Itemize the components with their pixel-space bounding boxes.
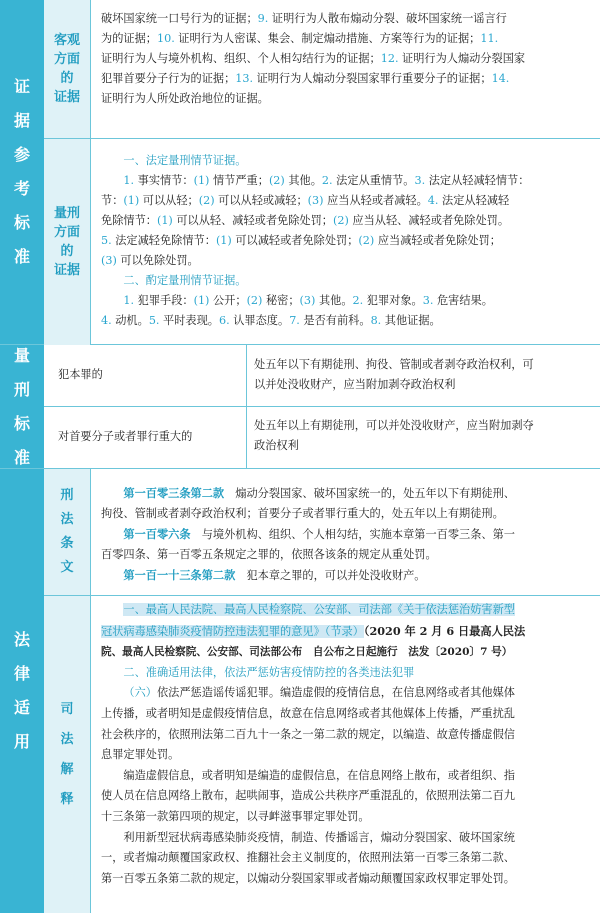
para-line: 第一百零五条第二款的规定，以煽动分裂国家罪或者煽动颠覆国家政权罪定罪处罚。 <box>101 871 515 885</box>
text-segment: 可以免除处罚。 <box>116 254 199 267</box>
paragraph <box>101 828 590 890</box>
label-line: 释 <box>60 791 74 807</box>
text-line <box>101 69 590 89</box>
item-number: (2) <box>333 214 349 227</box>
para-line: 十三条第一款第四项的规定，以寻衅滋事罪定罪处罚。 <box>101 809 370 823</box>
item-number: 4. <box>427 194 439 207</box>
text-segment: 破坏国家统一口号行为的证据； <box>101 12 258 25</box>
text-segment: 为的证据； <box>101 32 157 45</box>
article-106 <box>101 524 590 565</box>
text-line <box>101 9 590 29</box>
article-103-title: 第一百零三条第二款 <box>123 486 225 500</box>
item-number: 3. <box>414 174 426 187</box>
article-line: 煽动分裂国家、破坏国家统一的，处五年以下有期徒刑、 <box>235 487 515 500</box>
band-char: 刑 <box>13 379 30 399</box>
divider <box>44 406 600 407</box>
text-line <box>101 291 590 311</box>
text-segment: 情节严重； <box>209 174 269 187</box>
item-number: 5. <box>148 314 160 327</box>
text-line <box>101 171 590 191</box>
item-number: 7. <box>289 314 300 327</box>
label-line: 刑 <box>60 488 74 503</box>
penalty-line: 处五年以下有期徒刑、拘役、管制或者剥夺政治权利，可 <box>254 358 534 371</box>
item-number: 9. <box>257 12 269 25</box>
title-text: 冠状病毒感染肺炎疫情防控违法犯罪的意见》（节录） <box>101 624 364 638</box>
text-line <box>101 89 590 109</box>
criminal-law-label <box>44 469 90 595</box>
label-line: 客观 <box>53 33 80 48</box>
item-number: 6. <box>219 314 230 327</box>
band-char: 参 <box>13 145 30 164</box>
text-segment: 危害结果。 <box>433 294 493 307</box>
item-number: (3) <box>307 194 324 207</box>
item-number: 12. <box>380 52 399 65</box>
band-char: 律 <box>13 664 30 683</box>
para-line: 社会秩序的，依照刑法第二百九十一条之一第二款的规定，以编造、故意传播虚假信 <box>101 727 515 741</box>
label-line: 量刑 <box>53 206 80 221</box>
band-char: 据 <box>13 111 30 130</box>
text-segment: 证明行为人密谋、集会、制定煽动措施、方案等行为的证据； <box>174 32 481 45</box>
item-number: 8. <box>370 314 382 327</box>
label-line: 法 <box>60 512 74 527</box>
text-segment: 免除情节： <box>101 214 157 227</box>
article-113 <box>101 565 590 586</box>
penalty-cell <box>254 355 594 395</box>
text-segment: 犯罪首要分子行为的证据； <box>101 72 236 85</box>
text-segment: 应当从轻或者减轻。 <box>323 194 428 207</box>
item-number: (3) <box>101 254 117 267</box>
text-segment: 证明行为人与境外机构、组织、个人相勾结行为的证据； <box>101 52 381 65</box>
standard-section <box>0 345 600 469</box>
penalty-line: 处五年以上有期徒刑，可以并处没收财产，应当附加剥夺 <box>254 419 534 432</box>
evidence-band <box>0 0 44 344</box>
law-section <box>0 469 600 913</box>
article-113-title: 第一百一十三条第二款 <box>123 568 236 582</box>
text-segment: 法定从重情节。 <box>332 174 415 187</box>
objective-evidence-text <box>90 0 600 138</box>
item-number: 1. <box>123 174 135 187</box>
penalty-line: 以并处没收财产，应当附加剥夺政治权利 <box>254 378 456 391</box>
label-line: 解 <box>60 761 74 777</box>
para-line: 编造虚假信息，或者明知是编造的虚假信息，在信息网络上散布，或者组织、指 <box>123 768 515 782</box>
paragraph <box>101 766 590 828</box>
text-segment: 法定从轻减轻 <box>438 194 510 207</box>
item-number: (2) <box>268 174 285 187</box>
item-number: (2) <box>198 194 215 207</box>
text-segment: 平时表现。 <box>159 314 219 327</box>
heading-statutory: 一、法定量刑情节证据。 <box>123 154 247 167</box>
section-heading: 二、准确适用法律，依法严惩妨害疫情防控的各类违法犯罪 <box>123 665 415 679</box>
statutory-lines <box>101 171 590 271</box>
label-line: 的 <box>60 71 74 86</box>
text-segment: 应当从轻、减轻或者免除处罚。 <box>348 214 510 227</box>
band-char: 证 <box>13 77 30 96</box>
item-number: (1) <box>215 234 232 247</box>
text-segment: 公开； <box>209 294 247 307</box>
text-segment: 证明行为人煽动分裂国家罪行重要分子的证据； <box>253 72 492 85</box>
title-line <box>101 621 590 643</box>
heading-discretionary: 二、酌定量刑情节证据。 <box>123 274 247 287</box>
para-text: 依法严惩造谣传谣犯罪。编造虚假的疫情信息，在信息网络或者其他媒体 <box>156 686 515 700</box>
label-line: 证据 <box>53 263 80 278</box>
penalty-line: 政治权利 <box>254 439 299 452</box>
text-segment: 法定减轻免除情节： <box>111 234 216 247</box>
text-segment: 节： <box>101 194 124 207</box>
text-line <box>101 231 590 251</box>
item-number: 4. <box>101 314 112 327</box>
band-char: 适 <box>13 698 30 717</box>
text-line <box>101 29 590 49</box>
title-text: 一、最高人民法院、最高人民检察院、公安部、司法部《关于依法惩治妨害新型 <box>123 603 515 616</box>
text-segment: 可以减轻或者免除处罚； <box>231 234 359 247</box>
text-segment: 犯罪手段： <box>134 294 194 307</box>
crime-cell: 犯本罪的 <box>58 368 103 381</box>
item-number: (1) <box>193 294 210 307</box>
label-line: 文 <box>60 560 74 575</box>
text-segment: 犯罪对象。 <box>363 294 423 307</box>
judicial-interpretation-text <box>90 596 600 913</box>
label-line: 方面 <box>53 225 80 240</box>
band-char: 准 <box>13 447 30 467</box>
item-marker: （六） <box>123 686 157 700</box>
item-number: 1. <box>123 294 135 307</box>
evidence-section <box>0 0 600 345</box>
text-segment: 是否有前科。 <box>299 314 371 327</box>
label-line: 条 <box>60 536 74 551</box>
sentencing-evidence-label <box>44 139 90 345</box>
article-103 <box>101 483 590 524</box>
para-line: 一，或者煽动颠覆国家政权、推翻社会主义制度的，依照刑法第一百零三条第二款、 <box>101 851 515 865</box>
text-segment: 证明行为人煽动分裂国家 <box>398 52 526 65</box>
para-line: 息罪定罪处罚。 <box>101 748 180 762</box>
para-line: 使人员在信息网络上散布，起哄闹事，造成公共秩序严重混乱的，依照刑法第二百九 <box>101 789 515 803</box>
item-number: 10. <box>156 32 175 45</box>
text-segment: 可以从轻； <box>139 194 199 207</box>
band-char: 考 <box>13 179 30 198</box>
title-line <box>101 600 590 621</box>
text-segment: 法定从轻减轻情节： <box>425 174 530 187</box>
text-segment: 秘密； <box>262 294 300 307</box>
criminal-law-text <box>90 469 600 595</box>
band-char: 量 <box>13 345 30 365</box>
band-char: 用 <box>13 732 30 751</box>
text-segment: 其他。 <box>284 174 322 187</box>
issuer-line: 院、最高人民检察院、公安部、司法部公布 自公布之日起施行 法发〔2020〕7 号） <box>101 646 513 659</box>
article-line: 百零四条、第一百零五条规定之罪的，依照各该条的规定从重处罚。 <box>101 548 437 561</box>
issue-date: （2020 年 2 月 6 日最高人民法 <box>363 623 526 638</box>
text-line <box>101 191 590 211</box>
band-char: 法 <box>13 630 30 649</box>
label-line: 证据 <box>53 90 80 105</box>
text-segment: 证明行为人散布煽动分裂、破坏国家统一谣言行 <box>268 12 507 25</box>
item-number: (2) <box>358 234 375 247</box>
text-segment: 应当减轻或者免除处罚； <box>374 234 501 247</box>
item-number: (1) <box>193 174 210 187</box>
divider <box>246 345 247 469</box>
para-line: 上传播，或者明知是虚假疫情信息，故意在信息网络或者其他媒体上传播，严重扰乱 <box>101 706 515 720</box>
item-number: (2) <box>246 294 263 307</box>
text-line <box>101 251 590 271</box>
item-number: (3) <box>299 294 316 307</box>
item-number: 2. <box>352 294 364 307</box>
item-number: 11. <box>480 32 499 45</box>
text-segment: 可以从轻或减轻； <box>214 194 308 207</box>
judicial-interpretation-label <box>44 596 90 913</box>
text-line <box>101 49 590 69</box>
text-segment: 动机。 <box>111 314 149 327</box>
document-title <box>101 600 590 663</box>
penalty-cell <box>254 416 594 456</box>
sentencing-evidence-text <box>90 139 600 345</box>
article-106-title: 第一百零六条 <box>123 527 191 541</box>
item-number: 3. <box>422 294 434 307</box>
text-line <box>101 311 590 331</box>
band-char: 标 <box>13 213 30 232</box>
text-segment: 可以从轻、减轻或者免除处罚； <box>172 214 333 227</box>
item-number: (1) <box>123 194 140 207</box>
item-number: (1) <box>156 214 173 227</box>
text-segment: 证明行为人所处政治地位的证据。 <box>101 92 269 105</box>
paragraph <box>101 683 590 765</box>
text-segment: 认罪态度。 <box>229 314 290 327</box>
text-segment: 其他证据。 <box>381 314 441 327</box>
item-number: 13. <box>235 72 254 85</box>
article-line: 拘役、管制或者剥夺政治权利；首要分子或者罪行重大的，处五年以上有期徒刑。 <box>101 507 504 520</box>
para-line <box>101 683 590 704</box>
discretionary-lines <box>101 291 590 331</box>
article-line: 犯本章之罪的，可以并处没收财产。 <box>246 569 426 582</box>
text-segment: 其他。 <box>315 294 353 307</box>
item-number: 14. <box>491 72 510 85</box>
standard-band <box>0 345 44 468</box>
label-line: 方面 <box>53 52 80 67</box>
text-segment: 事实情节： <box>134 174 194 187</box>
text-line <box>101 211 590 231</box>
band-char: 准 <box>13 247 30 266</box>
item-number: 5. <box>101 234 112 247</box>
law-band <box>0 469 44 913</box>
item-number: 2. <box>321 174 333 187</box>
label-line: 法 <box>60 731 74 747</box>
band-char: 标 <box>13 413 30 433</box>
label-line: 的 <box>60 244 74 259</box>
article-line: 与境外机构、组织、个人相勾结，实施本章第一百零三条、第一 <box>201 528 515 541</box>
para-line: 利用新型冠状病毒感染肺炎疫情，制造、传播谣言，煽动分裂国家、破坏国家统 <box>123 830 515 844</box>
objective-evidence-label <box>44 0 90 138</box>
crime-cell: 对首要分子或者罪行重大的 <box>58 430 193 443</box>
label-line: 司 <box>60 701 74 717</box>
